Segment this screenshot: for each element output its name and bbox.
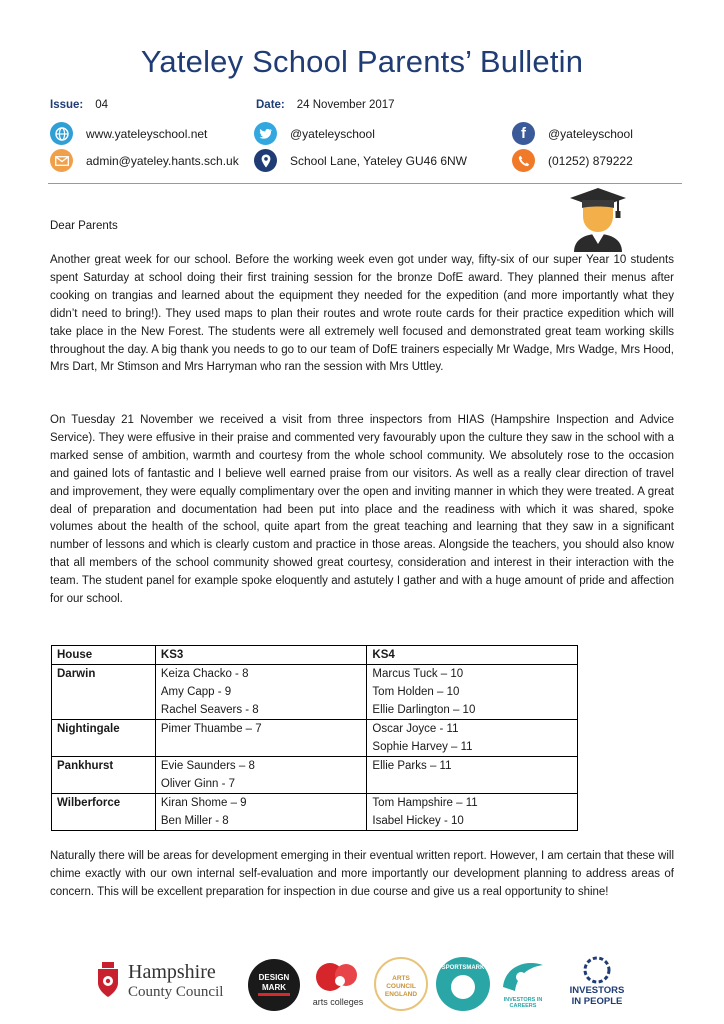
phone-number[interactable]: (01252) 879222: [548, 153, 633, 168]
student-entry: Isabel Hickey - 10: [372, 815, 464, 827]
paragraph-dofe: [50, 252, 674, 377]
hampshire-name: Hampshire: [128, 961, 216, 983]
ks3-cell: [155, 757, 367, 794]
investors-people-line1: INVESTORS: [569, 985, 625, 996]
arts-colleges-mark-icon: [314, 959, 360, 995]
design-mark-text: DESIGN MARK: [258, 973, 290, 992]
sportsmark-logo: [436, 957, 490, 1011]
website-contact[interactable]: [50, 122, 207, 145]
twitter-handle[interactable]: @yateleyschool: [290, 126, 375, 141]
issue-label: Issue:: [50, 99, 84, 111]
phone-icon: [512, 149, 535, 172]
facebook-icon: f: [512, 122, 535, 145]
investors-people-logo: [564, 955, 630, 1011]
date-label: Date:: [256, 99, 285, 111]
investors-people-line2: IN PEOPLE: [571, 996, 623, 1007]
investors-people-ring-icon: [580, 955, 614, 985]
address-text: School Lane, Yateley GU46 6NW: [290, 153, 467, 168]
table-header-row: [52, 646, 578, 665]
arts-colleges-logo: [310, 959, 366, 1011]
student-entry: Sophie Harvey – 11: [372, 741, 473, 753]
student-entry: Tom Hampshire – 11: [372, 797, 478, 809]
paragraph-conclusion: [50, 848, 674, 902]
hampshire-crest-icon: [94, 961, 122, 1001]
student-entry: Ellie Parks – 11: [372, 760, 452, 772]
bulletin-title: Yateley School Parents’ Bulletin: [140, 44, 584, 79]
arts-colleges-text: arts colleges: [312, 997, 364, 1007]
investors-people-text: [564, 985, 630, 1007]
sportsmark-text: SPORTSMARK: [441, 965, 485, 971]
ks4-cell: [367, 720, 578, 757]
investors-careers-logo: [496, 957, 550, 1011]
design-mark-stripe: [258, 993, 290, 996]
hampshire-logo: [94, 959, 236, 1003]
hampshire-subname: County Council: [128, 984, 224, 1000]
arts-council-text: ARTS COUNCIL ENGLAND: [384, 975, 418, 998]
student-entry: Keiza Chacko - 8: [160, 668, 249, 680]
student-entry: Tom Holden – 10: [372, 686, 460, 698]
student-entry: Ben Miller - 8: [160, 815, 229, 827]
date-value: 24 November 2017: [296, 99, 395, 111]
ks3-cell: [155, 665, 367, 720]
greeting-text: Dear Parents: [50, 220, 118, 232]
student-entry: Oliver Ginn - 7: [160, 778, 236, 790]
table-row: [52, 794, 578, 831]
design-mark-logo: [248, 959, 300, 1011]
investors-careers-text: INVESTORS IN CAREERS: [503, 997, 543, 1009]
ks4-cell: [367, 794, 578, 831]
house-name: Darwin: [52, 665, 156, 720]
twitter-icon: [254, 122, 277, 145]
student-entry: Marcus Tuck – 10: [372, 668, 464, 680]
paragraph-text: Naturally there will be areas for development emerging in their eventual written report. However, I am certain that these will chime exactly with our own internal self-evaluation and more importantly our development planning to address areas of concern. This will be excellent preparation for inspection in due course and give us a real opportunity to shine!: [50, 850, 674, 898]
sportsmark-star-icon: [451, 975, 475, 999]
header-house: House: [52, 646, 156, 665]
header-divider: [48, 183, 682, 184]
ks4-cell: [367, 665, 578, 720]
paragraph-text: Another great week for our school. Before the working week even got under way, fifty-six of our super Year 10 students spent Saturday at school doing their first training session for the bronze DofE award. They planned their menus after cooking on trangias and learned about the equipment they needed for the expedition (and more importantly what they didn’t need to bring!). They used maps to plan their routes and wrote route cards for their practice expedition which will take place in the New Forest. The students were all extremely well focused and demonstrated great team working skills throughout the day. A big thank you needs to go to our team of DofE trainers especially Mr Wadge, Mrs Wadge, Mrs Hood, Mrs Dart, Mr Stimson and Mrs Harryman who ran the session with Mrs Uttley.: [50, 254, 674, 374]
house-name: Wilberforce: [52, 794, 156, 831]
student-entry: Kiran Shome – 9: [160, 797, 247, 809]
student-entry: Ellie Darlington – 10: [372, 704, 476, 716]
table-row: [52, 757, 578, 794]
greeting: [50, 218, 674, 236]
facebook-handle[interactable]: @yateleyschool: [548, 126, 633, 141]
house-points-table: [51, 645, 578, 831]
date-info: [256, 99, 395, 111]
student-entry: Pimer Thuambe – 7: [160, 723, 262, 735]
location-pin-icon: [254, 149, 277, 172]
address-contact: [254, 149, 467, 172]
header-ks3: KS3: [155, 646, 367, 665]
envelope-icon: [50, 149, 73, 172]
globe-icon: [50, 122, 73, 145]
accreditation-logos: [0, 955, 724, 1013]
table-row: [52, 665, 578, 720]
issue-info: [50, 99, 108, 111]
student-entry: Rachel Seavers - 8: [160, 704, 259, 716]
ks3-cell: [155, 794, 367, 831]
email-contact[interactable]: [50, 149, 239, 172]
house-name: Nightingale: [52, 720, 156, 757]
header-ks4: KS4: [367, 646, 578, 665]
ks4-cell: [367, 757, 578, 794]
phone-contact[interactable]: [512, 149, 633, 172]
arts-council-logo: [374, 957, 428, 1011]
facebook-contact[interactable]: [512, 122, 633, 145]
student-entry: Amy Capp - 9: [160, 686, 232, 698]
student-entry: Evie Saunders – 8: [160, 760, 255, 772]
house-name: Pankhurst: [52, 757, 156, 794]
ks3-cell: [155, 720, 367, 757]
paragraph-inspection: [50, 412, 674, 609]
student-entry: Oscar Joyce - 11: [372, 723, 459, 735]
paragraph-text: On Tuesday 21 November we received a visit from three inspectors from HIAS (Hampshire Inspection and Advice Service). They were effusive in their praise and commented very favourably upon the culture they saw in the school with a marked sense of ambition, warmth and courtesy from the whole school community. We absolutely rose to the occasion and gained lots of fantastic and I believe well earned praise from our visitors. As well as a really clear direction of travel and improvement, they were equally complimentary over the open and inviting manner in which they were treated. A great deal of preparation and documentation had been put into place and the readiness with which it was shared, spoke volumes about the health of the school, quite apart from the great teaching and learning that they saw in a significant number of lessons and which is clearly custom and practice in those areas. Alongside the teachers, you should also know that all members of the school community showed great courtesy, consideration and interest in their interaction with the team. The student panel for example spoke eloquently and astutely I gather and with a huge amount of pride and affection for our school.: [50, 414, 674, 606]
website-link[interactable]: www.yateleyschool.net: [86, 126, 208, 141]
twitter-contact[interactable]: [254, 122, 375, 145]
investors-careers-swoosh-icon: [499, 957, 547, 997]
email-link[interactable]: admin@yateley.hants.sch.uk: [86, 153, 239, 168]
table-row: [52, 720, 578, 757]
issue-value: 04: [95, 99, 109, 111]
